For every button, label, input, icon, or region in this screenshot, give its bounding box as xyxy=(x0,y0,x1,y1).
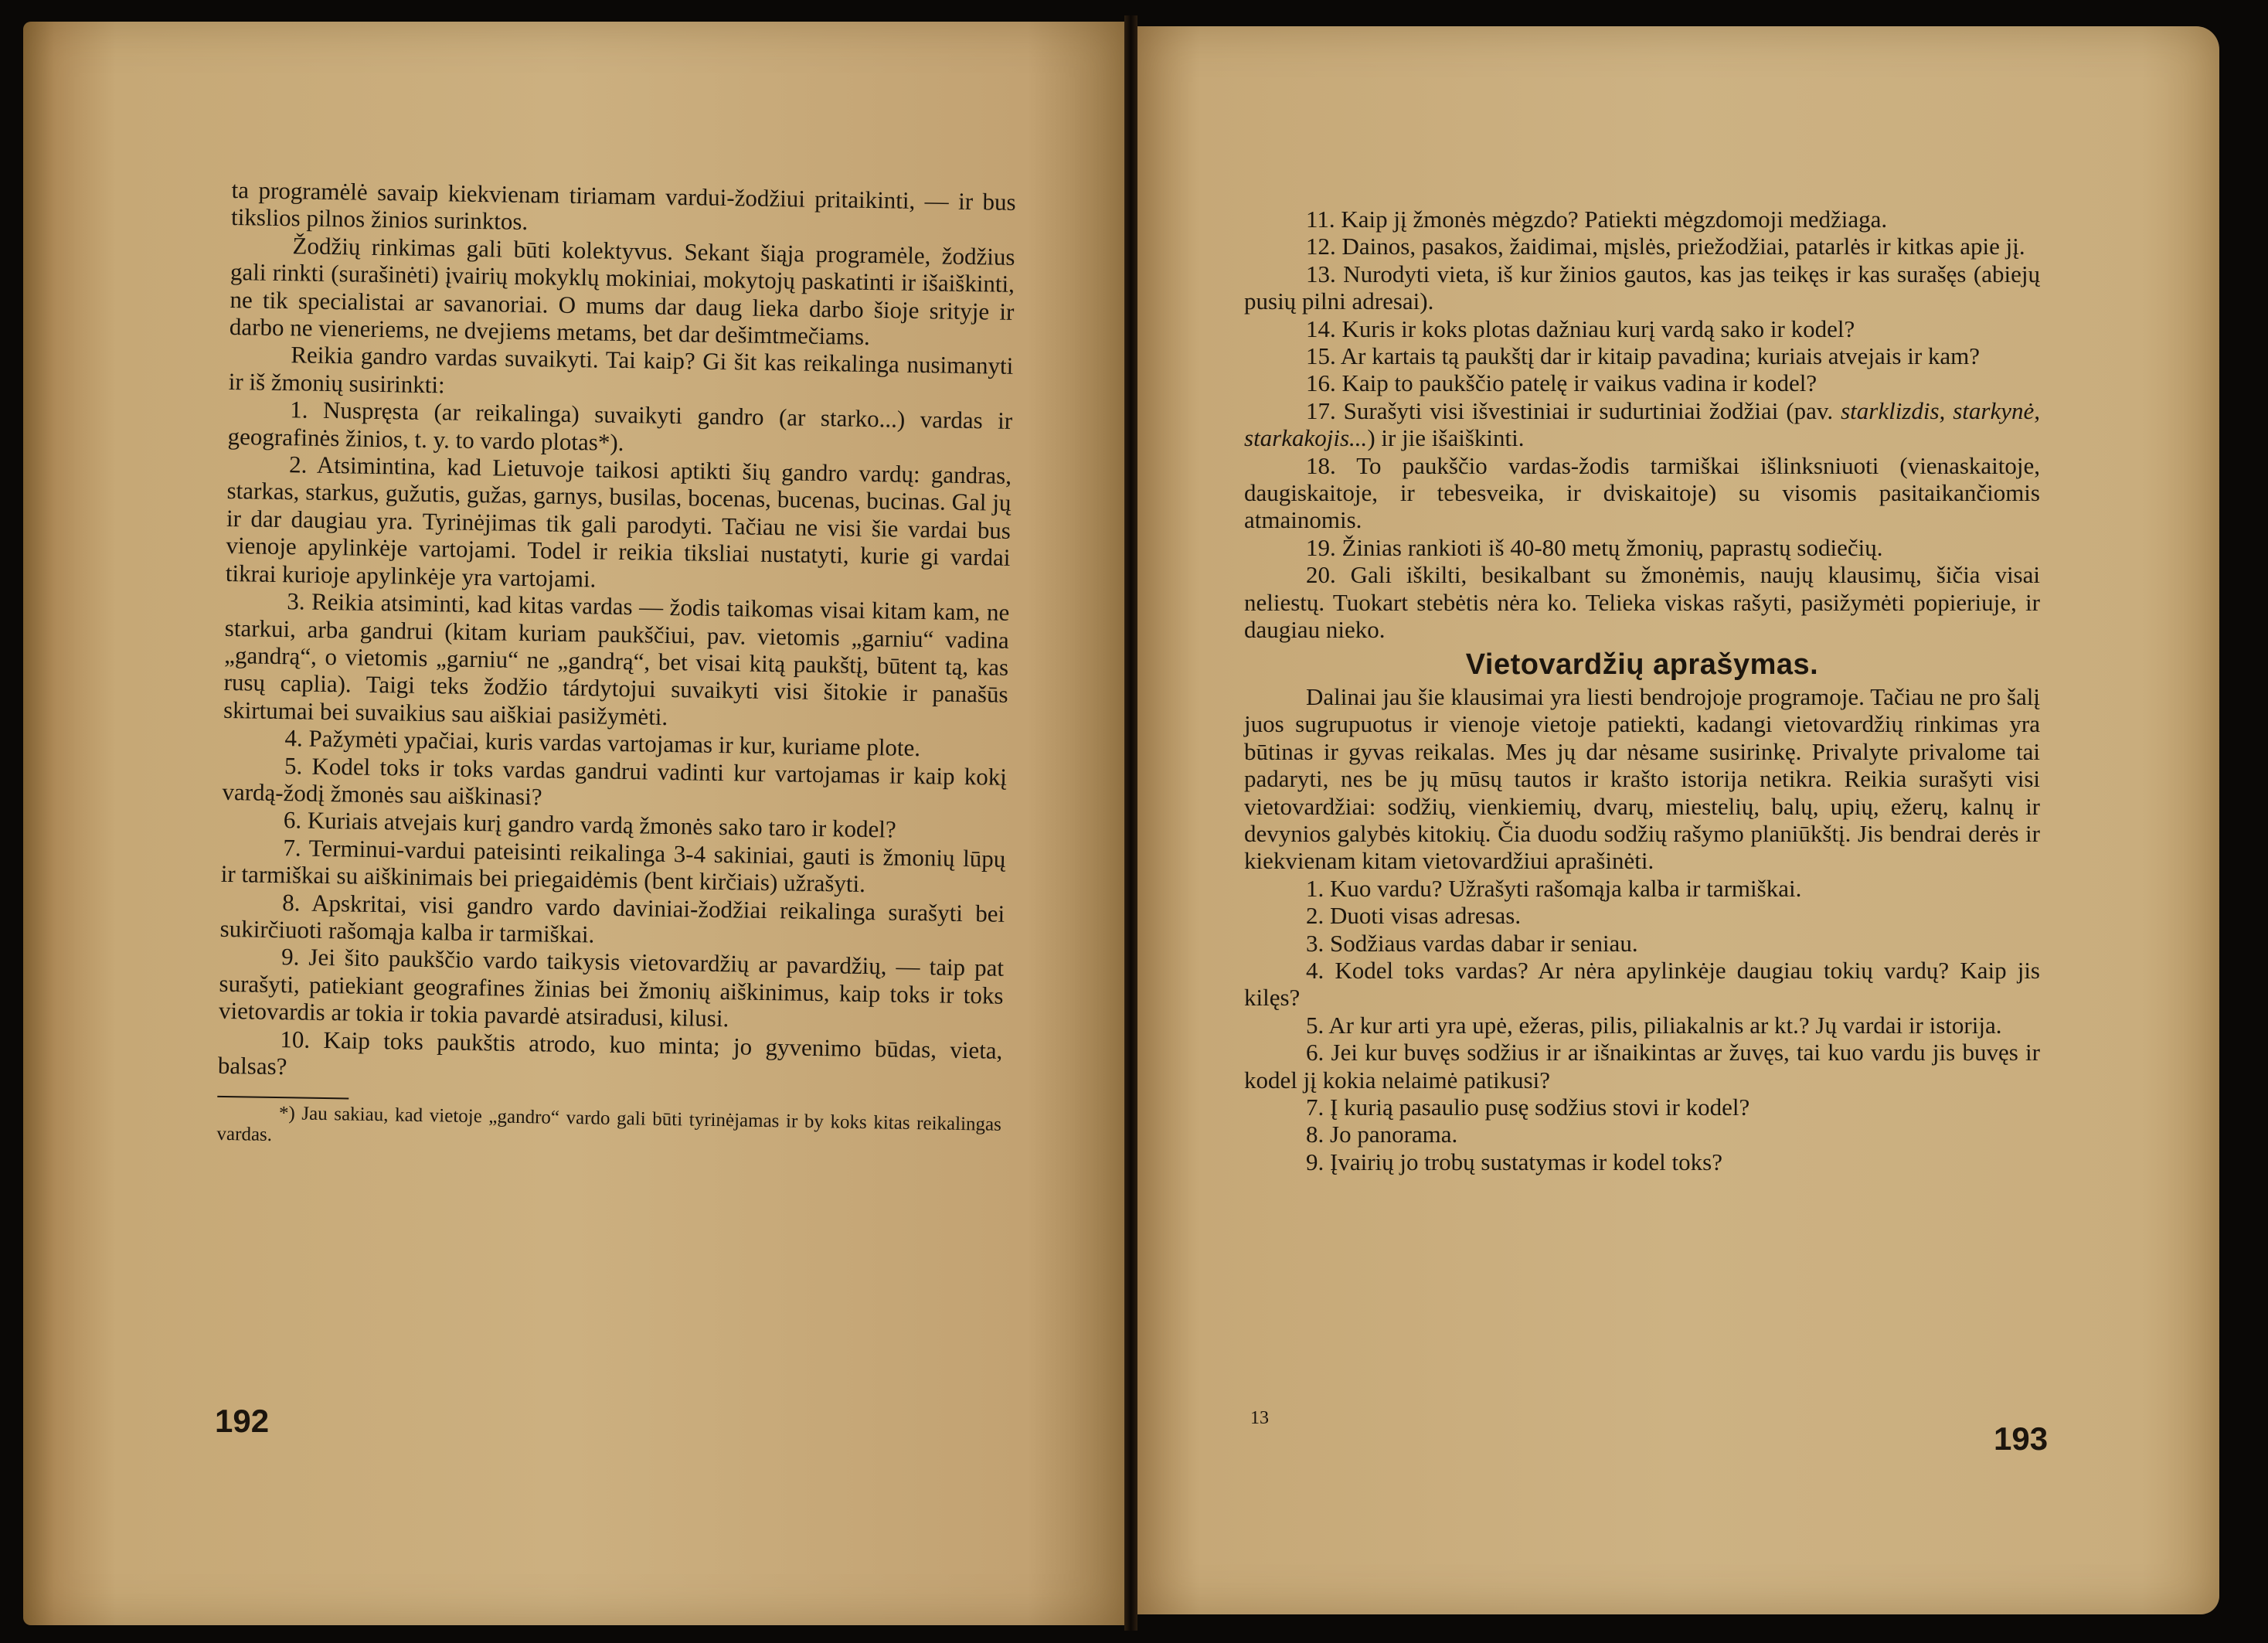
paragraph: 8. Apskritai, visi gandro vardo daviniai-žodžiai reikalinga surašyti bei sukirčiuoti rašomąja kalba ir tarmiškai. xyxy=(219,888,1005,948)
paragraph: Reikia gandro vardas suvaikyti. Tai kaip? Gi šit kas reikalinga nusimanyti ir iš žmonių susirinkti: xyxy=(228,341,1014,399)
paragraph: 14. Kuris ir koks plotas dažniau kurį vardą sako ir kodel? xyxy=(1306,315,1855,342)
paragraph: 18. To paukščio vardas-žodis tarmiškai išlinksniuoti (vienaskaitoje, daugiskaitoje, ir tebesveika, ir dviskaitoje) su visomis pasitaikančiomis atmainomis. xyxy=(1244,451,2040,534)
paragraph: ta programėlė savaip kiekvienam tiriamam vardui-žodžiui pritaikinti, — ir bus tikslios pilnos žinios surinktos. xyxy=(230,176,1016,236)
paragraph: 2. Duoti visas adresas. xyxy=(1306,902,1522,930)
paragraph: 5. Kodel toks ir toks vardas gandrui vadinti kur vartojamas ir kaip kokį vardą-žodį žmonės sau aiškinasi? xyxy=(222,751,1008,811)
paragraph: 1. Nuspręsta (ar reikalinga) suvaikyti gandro (ar starko...) vardas ir geografinės žinios, t. y. to vardo plotas*). xyxy=(227,396,1013,456)
paragraph: 10. Kaip toks paukštis atrodo, kuo minta; jo gyvenimo būdas, vieta, balsas? xyxy=(217,1025,1003,1080)
paragraph: 5. Ar kur arti yra upė, ežeras, pilis, piliakalnis ar kt.? Jų vardai ir istorija. xyxy=(1306,1011,2002,1039)
paragraph: 9. Įvairių jo trobų sustatymas ir kodel toks? xyxy=(1306,1148,1722,1175)
paragraph xyxy=(1244,397,2040,452)
paragraph: 6. Jei kur buvęs sodžius ir ar išnaikintas ar žuvęs, tai kuo vardu jis buvęs ir kodel jį kokia nelaimė patikusi? xyxy=(1244,1039,2040,1094)
paragraph: Dalinai jau šie klausimai yra liesti bendrojoje programoje. Tačiau ne pro šalį juos sugrupuotus ir vienoje vietoje patiekti, kadangi vietovardžių rinkimas yra būtinas ir gyvas reikalas. Mes jų dar nėsame susirinkę. Privalyte privalome tai padaryti, nes be jų mūsų tautos ir krašto istorija netikra. Reikia surašyti visi vietovardžiai: sodžių, vienkiemių, dvarų, miestelių, balų, upių, ežerų, kalnų ir devynios galybės kitokių. Čia duodu sodžių rašymo planiūkštį. Jis bendrai derės ir kiekvienam kitam vietovardžiui aprašinėti. xyxy=(1244,682,2040,875)
paragraph: 3. Reikia atsiminti, kad kitas vardas — žodis taikomas visai kitam kam, ne starkui, arba gandrui (kitam kuriam paukščiui, pav. vietomis „garniu“ vadina „gandrą“, o vietomis „garniu“ ne „gandrą“, bet visai kitą paukštį, būtent tą, kas rusų caplia). Taigi teks žodžio tárdytojui suvaikyti visi šitokie ir panašūs skirtumai bei suvaikius sau aiškiai pasižymėti. xyxy=(223,587,1010,730)
paragraph: 15. Ar kartais tą paukštį dar ir kitaip pavadina; kuriais atvejais ir kam? xyxy=(1306,342,1981,370)
paragraph-italic-text: starklizdis, starkynė, starkakojis... xyxy=(1244,396,2040,452)
left-paragraphs xyxy=(218,176,1016,1091)
paragraph: 16. Kaip to paukščio patelę ir vaikus vadina ir kodel? xyxy=(1306,369,1817,397)
paragraph-text: 17. Surašyti visi išvestiniai ir sudurtiniai žodžiai (pav. xyxy=(1306,396,1841,424)
paragraph: 7. Į kurią pasaulio pusę sodžius stovi ir kodel? xyxy=(1306,1094,1750,1121)
paragraph: 4. Kodel toks vardas? Ar nėra apylinkėje daugiau tokių vardų? Kaip jis kilęs? xyxy=(1244,956,2040,1012)
paragraph: 12. Dainos, pasakos, žaidimai, mįslės, priežodžiai, patarlės ir kitkas apie jį. xyxy=(1306,233,2025,260)
paragraph: 11. Kaip jį žmonės mėgzdo? Patiekti mėgzdomoji medžiaga. xyxy=(1306,206,1888,233)
right-page-text xyxy=(1244,206,2040,1175)
book-gutter xyxy=(1124,15,1137,1631)
right-paragraphs-after xyxy=(1244,683,2040,1175)
page-number-right: 193 xyxy=(1994,1420,2049,1457)
paragraph: 4. Pažymėti ypačiai, kuris vardas vartojamas ir kur, kuriame plote. xyxy=(284,724,921,762)
paragraph: 3. Sodžiaus vardas dabar ir seniau. xyxy=(1306,929,1638,957)
paragraph: 7. Terminui-vardui pateisinti reikalinga 3-4 sakiniai, gauti is žmonių lūpų ir tarmiškai su aiškinimais bei priegaidėmis (bent kirčiais) užrašyti. xyxy=(220,833,1006,898)
paragraph: 13. Nurodyti vieta, iš kur žinios gautos, kas jas teikęs ir kas surašęs (abiejų pusių pilni adresai). xyxy=(1244,260,2040,315)
footnote: *) Jau sakiau, kad vietoje „gandro“ vardo gali būti tyrinėjamas ir by koks kitas reikalingas vardas. xyxy=(216,1103,1002,1146)
footnote-divider xyxy=(217,1096,349,1100)
paragraph: 8. Jo panorama. xyxy=(1306,1121,1458,1148)
paragraph: Žodžių rinkimas gali būti kolektyvus. Sekant šiąja programėle, žodžius gali rinkti (surašinėti) įvairių mokyklų mokiniai, mokytojų paskatinti ir išaiškinti, ne tik specialistai ar savanoriai. O mums dar daug lieka darbo šioje srityje ir darbo ne vieneriems, ne dvejiems metams, bet dar dešimtmečiams. xyxy=(229,232,1015,351)
section-title: Vietovardžių aprašymas. xyxy=(1465,648,1819,681)
paragraph: 1. Kuo vardu? Užrašyti rašomąja kalba ir tarmiškai. xyxy=(1306,874,1802,902)
page-number-left: 192 xyxy=(215,1403,270,1439)
signature-mark: 13 xyxy=(1250,1408,1269,1428)
paragraph: 19. Žinias rankioti iš 40-80 metų žmonių, paprastų sodiečių. xyxy=(1306,533,1883,561)
left-page-text xyxy=(216,176,1016,1158)
paragraph: 9. Jei šito paukščio vardo taikysis vietovardžių ar pavardžių, — taip pat surašyti, patiekiant geografines žinias bei žmonių aiškinimus, kaip toks ir toks vietovardis ar tokia ir tokia pavardė atsiradusi, kilusi. xyxy=(218,943,1005,1032)
paragraph-text: ) ir jie išaiškinti. xyxy=(1367,424,1525,452)
paragraph: 20. Gali iškilti, besikalbant su žmonėmis, naujų klausimų, šičia visai neliestų. Tuokart stebėtis nėra ko. Telieka viskas rašyti, pasižymėti popieriuje, ir daugiau nieko. xyxy=(1244,561,2040,644)
right-paragraphs-before xyxy=(1244,206,2040,644)
paragraph: 6. Kuriais atvejais kurį gandro vardą žmonės sako taro ir kodel? xyxy=(283,806,896,843)
paragraph: 2. Atsimintina, kad Lietuvoje taikosi aptikti šių gandro vardų: gandras, starkas, starkus, gužutis, gužas, garnys, busilas, bocenas, bucenas, bucinas. Gal jų ir dar daugiau yra. Tyrinėjimas tik gali parodyti. Tačiau ne visi šie vardai bus vienoje apylinkėje vartojami. Todel ir reikia tiksliai nustatyti, kurie gi vardai tikrai kurioje apylinkėje yra vartojami. xyxy=(225,451,1012,593)
